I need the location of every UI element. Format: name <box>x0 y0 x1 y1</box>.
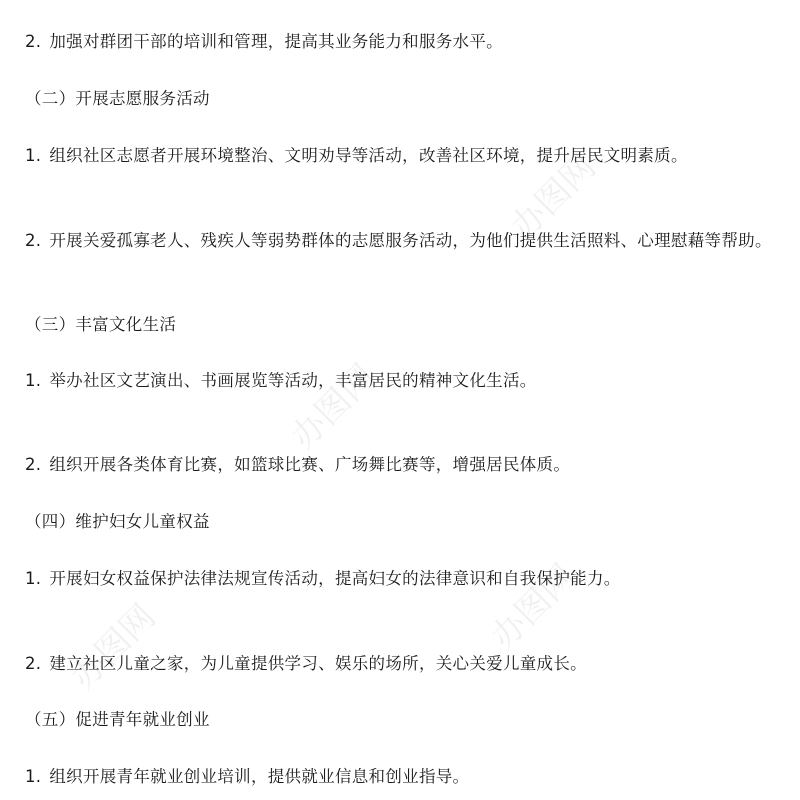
item-number: 2. <box>25 231 42 250</box>
section-heading: （三）丰富文化生活 <box>25 315 177 334</box>
item-number: 1. <box>25 371 42 390</box>
list-item <box>25 650 587 678</box>
item-text: 举办社区文艺演出、书画展览等活动，丰富居民的精神文化生活。 <box>49 371 537 390</box>
item-number: 2. <box>25 654 42 673</box>
watermark: 办图网 <box>503 146 604 248</box>
item-text: 组织开展青年就业创业培训，提供就业信息和创业指导。 <box>49 767 470 786</box>
watermark: 办图网 <box>483 556 584 658</box>
item-text: 组织社区志愿者开展环境整治、文明劝导等活动，改善社区环境，提升居民文明素质。 <box>49 146 688 165</box>
list-item <box>25 142 688 170</box>
item-text: 建立社区儿童之家，为儿童提供学习、娱乐的场所，关心关爱儿童成长。 <box>49 654 587 673</box>
section-heading: （四）维护妇女儿童权益 <box>25 512 210 531</box>
item-number: 2. <box>25 455 42 474</box>
section-heading: （二）开展志愿服务活动 <box>25 89 210 108</box>
watermark: 办图网 <box>283 356 384 458</box>
list-item <box>25 451 570 479</box>
item-text: 组织开展各类体育比赛，如篮球比赛、广场舞比赛等，增强居民体质。 <box>49 455 571 474</box>
item-text: 加强对群团干部的培训和管理，提高其业务能力和服务水平。 <box>49 32 503 51</box>
watermark: 办图网 <box>63 596 164 698</box>
item-number: 2. <box>25 32 42 51</box>
list-item <box>25 763 469 791</box>
list-item <box>25 565 621 593</box>
section-heading: （五）促进青年就业创业 <box>25 710 210 729</box>
item-number: 1. <box>25 767 42 786</box>
list-item <box>25 367 537 395</box>
list-item <box>25 226 785 256</box>
item-text: 开展妇女权益保护法律法规宣传活动，提高妇女的法律意识和自我保护能力。 <box>49 569 621 588</box>
item-number: 1. <box>25 146 42 165</box>
item-number: 1. <box>25 569 42 588</box>
list-item <box>25 28 503 56</box>
item-text: 开展关爱孤寡老人、残疾人等弱势群体的志愿服务活动，为他们提供生活照料、心理慰藉等帮助。 <box>49 231 772 250</box>
